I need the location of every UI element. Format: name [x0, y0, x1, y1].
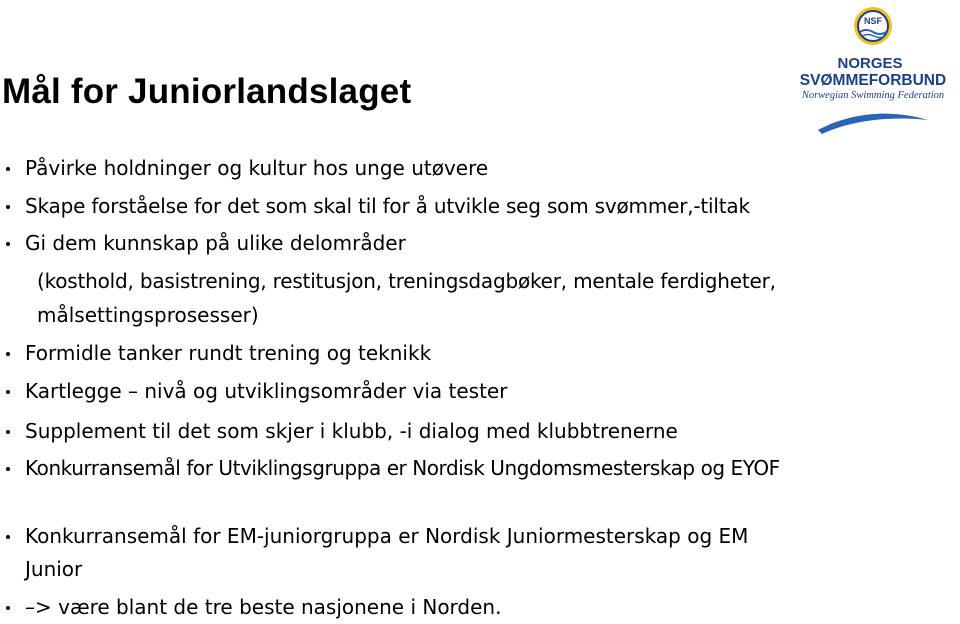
bullet-icon	[6, 430, 10, 434]
logo-line-norges: NORGES	[837, 55, 903, 72]
bullet-icon	[6, 167, 10, 171]
norges-svommeforbund-logo	[790, 2, 960, 134]
logo-line-svommeforbund: SVØMMEFORBUND	[799, 72, 947, 89]
list-item-text: Konkurransemål for Utviklingsgruppa er Nordisk Ungdomsmesterskap og EYOF	[25, 456, 780, 480]
list-item-text: –> være blant de tre beste nasjonene i Norden.	[25, 595, 502, 619]
emblem-text: NSF	[864, 16, 882, 26]
list-item-text: Kartlegge – nivå og utviklingsområder via tester	[25, 379, 508, 403]
list-item-text: Påvirke holdninger og kultur hos unge utøvere	[25, 156, 489, 180]
bullet-icon	[6, 352, 10, 356]
list-item-text: (kosthold, basistrening, restitusjon, treningsdagbøker, mentale ferdigheter,	[37, 269, 776, 293]
logo-line-federation: Norwegian Swimming Federation	[801, 90, 945, 101]
list-item-text: målsettingsprosesser)	[37, 303, 259, 327]
list-item-text: Skape forståelse for det som skal til for å utvikle seg som svømmer,-tiltak	[25, 194, 750, 218]
list-item-text: Gi dem kunnskap på ulike delområder	[25, 231, 406, 255]
bullet-icon	[6, 606, 10, 610]
list-item-text: Formidle tanker rundt trening og teknikk	[25, 341, 432, 365]
nsf-emblem-icon	[854, 7, 892, 45]
list-item-text: Junior	[25, 557, 83, 581]
bullet-icon	[6, 467, 10, 471]
list-item-text: Supplement til det som skjer i klubb, -i dialog med klubbtrenerne	[25, 419, 678, 443]
list-item-text: Konkurransemål for EM-juniorgruppa er Nordisk Juniormesterskap og EM	[25, 524, 749, 548]
bullet-icon	[6, 205, 10, 209]
bullet-icon	[6, 242, 10, 246]
bullet-icon	[6, 535, 10, 539]
logo-graphic	[790, 2, 960, 134]
bullet-icon	[6, 390, 10, 394]
page-title: Mål for Juniorlandslaget	[2, 72, 412, 111]
swoosh-icon	[818, 114, 928, 134]
